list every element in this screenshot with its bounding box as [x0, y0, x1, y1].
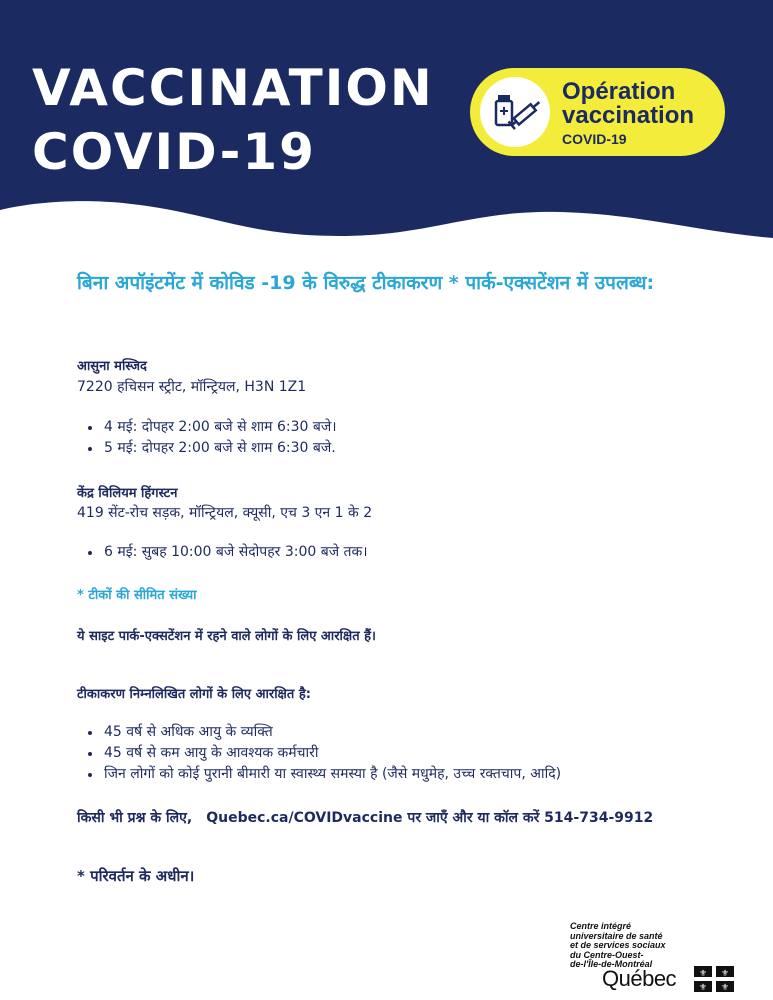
ciusss-quebec-logo: [570, 922, 750, 994]
quebec-flag-icon: [694, 966, 734, 992]
logo-org-name: [570, 922, 666, 970]
subject-to-change-note: * परिवर्तन के अधीन।: [77, 867, 195, 885]
svg-text:⚜: ⚜: [698, 983, 708, 992]
eligibility-item: 45 वर्ष से कम आयु के आवश्यक कर्मचारी: [88, 743, 561, 764]
svg-text:⚜: ⚜: [720, 969, 730, 979]
logo-line: et de services sociaux: [570, 940, 666, 950]
eligibility-list: [88, 722, 561, 785]
intro-heading: बिना अपॉइंटमेंट में कोविड -19 के विरुद्ध टीकाकरण * पार्क-एक्सटेंशन में उपलब्ध:: [77, 272, 655, 294]
logo-line: du Centre-Ouest-: [570, 949, 644, 960]
site-1-name: आसुना मस्जिद: [77, 359, 147, 374]
svg-text:⚜: ⚜: [720, 983, 730, 992]
syringe-vial-icon: [480, 77, 550, 147]
page-title: [32, 56, 434, 184]
limited-supply-note: * टीकों की सीमित संख्या: [77, 588, 197, 603]
quebec-wordmark: Québec: [602, 966, 677, 991]
badge-text: [562, 80, 694, 148]
logo-line: universitaire de santé: [570, 930, 663, 941]
badge-line-1: Opération: [562, 78, 676, 105]
header-banner: [0, 0, 773, 245]
site-2-schedule: [88, 542, 368, 563]
contact-prefix: किसी भी प्रश्न के लिए,: [77, 810, 193, 826]
badge-line-2: vaccination: [562, 102, 695, 129]
schedule-item: 5 मई: दोपहर 2:00 बजे से शाम 6:30 बजे.: [88, 438, 337, 459]
contact-link-text[interactable]: Quebec.ca/COVIDvaccine पर जाएँ और या कॉल करें 514-734-9912: [206, 810, 654, 826]
operation-vaccination-badge: [470, 68, 725, 156]
reserved-residents-note: ये साइट पार्क-एक्सटेंशन में रहने वाले लोगों के लिए आरक्षित हैं।: [77, 629, 376, 644]
schedule-item: 4 मई: दोपहर 2:00 बजे से शाम 6:30 बजे।: [88, 417, 337, 438]
site-2-address: 419 सेंट-रोच सड़क, मॉन्ट्रियल, क्यूसी, एच 3 एन 1 के 2: [77, 505, 373, 521]
title-line-2: COVID-19: [32, 123, 316, 181]
eligibility-item: जिन लोगों को कोई पुरानी बीमारी या स्वास्थ्य समस्या है (जैसे मधुमेह, उच्च रक्तचाप, आदि): [88, 764, 561, 785]
site-1-address: 7220 हचिसन स्ट्रीट, मॉन्ट्रियल, H3N 1Z1: [77, 379, 307, 395]
site-2-name: केंद्र विलियम हिंगस्टन: [77, 486, 178, 501]
site-1-schedule: [88, 417, 337, 459]
eligibility-item: 45 वर्ष से अधिक आयु के व्यक्ति: [88, 722, 561, 743]
eligibility-heading: टीकाकरण निम्नलिखित लोगों के लिए आरक्षित है:: [77, 687, 311, 702]
schedule-item: 6 मई: सुबह 10:00 बजे सेदोपहर 3:00 बजे तक।: [88, 542, 368, 563]
logo-line: Centre intégré: [570, 921, 632, 931]
title-line-1: VACCINATION: [32, 59, 434, 117]
logo-line: de-l'Île-de-Montréal: [570, 959, 653, 969]
svg-text:⚜: ⚜: [698, 969, 708, 979]
contact-line: [77, 808, 653, 827]
badge-line-3: COVID-19: [562, 131, 627, 147]
